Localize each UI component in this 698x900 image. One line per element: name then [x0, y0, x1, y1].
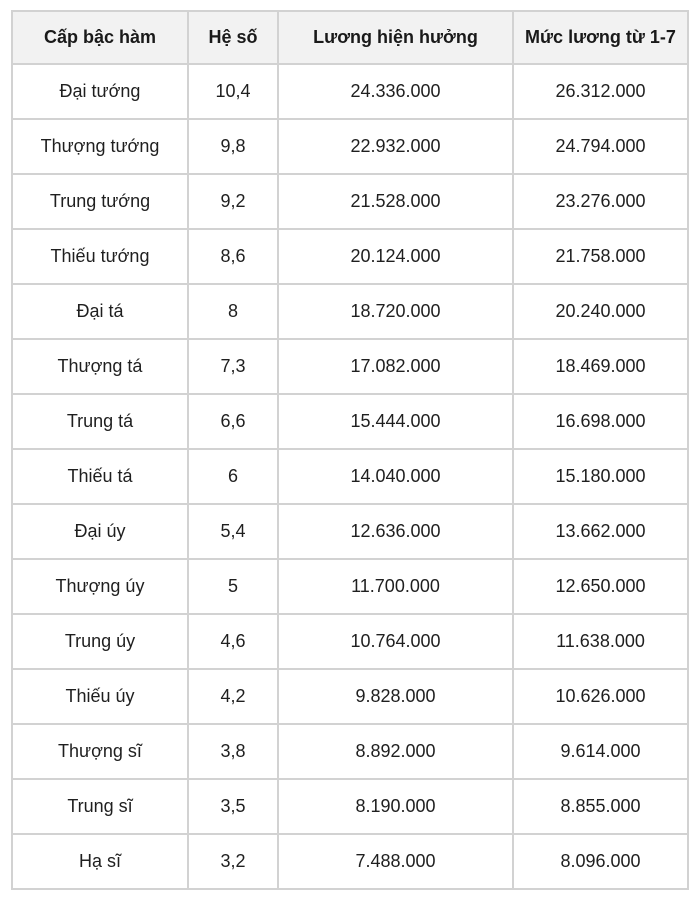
salary-from-july-cell: 13.662.000 [513, 504, 688, 559]
table-row [12, 174, 688, 229]
table-row [12, 339, 688, 394]
rank-cell: Đại tướng [12, 64, 188, 119]
current-salary-cell: 10.764.000 [278, 614, 513, 669]
salary-from-july-cell: 9.614.000 [513, 724, 688, 779]
current-salary-cell: 20.124.000 [278, 229, 513, 284]
coefficient-cell: 6 [188, 449, 278, 504]
rank-cell: Thiếu tướng [12, 229, 188, 284]
current-salary-cell: 12.636.000 [278, 504, 513, 559]
rank-cell: Thiếu tá [12, 449, 188, 504]
current-salary-cell: 9.828.000 [278, 669, 513, 724]
salary-from-july-cell: 8.096.000 [513, 834, 688, 889]
table-row [12, 834, 688, 889]
header-current-salary: Lương hiện hưởng [278, 11, 513, 64]
rank-cell: Trung tá [12, 394, 188, 449]
table-row [12, 394, 688, 449]
table-row [12, 449, 688, 504]
rank-cell: Thiếu úy [12, 669, 188, 724]
table-row [12, 229, 688, 284]
table-row [12, 724, 688, 779]
rank-cell: Đại tá [12, 284, 188, 339]
salary-from-july-cell: 11.638.000 [513, 614, 688, 669]
current-salary-cell: 8.892.000 [278, 724, 513, 779]
current-salary-cell: 21.528.000 [278, 174, 513, 229]
table-row [12, 779, 688, 834]
coefficient-cell: 3,2 [188, 834, 278, 889]
salary-from-july-cell: 8.855.000 [513, 779, 688, 834]
salary-from-july-cell: 24.794.000 [513, 119, 688, 174]
current-salary-cell: 18.720.000 [278, 284, 513, 339]
rank-cell: Thượng tướng [12, 119, 188, 174]
rank-cell: Hạ sĩ [12, 834, 188, 889]
salary-from-july-cell: 18.469.000 [513, 339, 688, 394]
salary-from-july-cell: 12.650.000 [513, 559, 688, 614]
current-salary-cell: 11.700.000 [278, 559, 513, 614]
rank-cell: Trung úy [12, 614, 188, 669]
current-salary-cell: 15.444.000 [278, 394, 513, 449]
header-coefficient: Hệ số [188, 11, 278, 64]
salary-from-july-cell: 15.180.000 [513, 449, 688, 504]
table-row [12, 559, 688, 614]
salary-from-july-cell: 26.312.000 [513, 64, 688, 119]
salary-from-july-cell: 10.626.000 [513, 669, 688, 724]
coefficient-cell: 7,3 [188, 339, 278, 394]
current-salary-cell: 22.932.000 [278, 119, 513, 174]
coefficient-cell: 9,2 [188, 174, 278, 229]
salary-from-july-cell: 16.698.000 [513, 394, 688, 449]
header-rank: Cấp bậc hàm [12, 11, 188, 64]
table-header-row [12, 11, 688, 64]
table-row [12, 504, 688, 559]
current-salary-cell: 14.040.000 [278, 449, 513, 504]
table-row [12, 119, 688, 174]
current-salary-cell: 17.082.000 [278, 339, 513, 394]
current-salary-cell: 24.336.000 [278, 64, 513, 119]
rank-cell: Thượng úy [12, 559, 188, 614]
table-body [12, 64, 688, 889]
table-row [12, 614, 688, 669]
coefficient-cell: 10,4 [188, 64, 278, 119]
current-salary-cell: 8.190.000 [278, 779, 513, 834]
table-row [12, 64, 688, 119]
coefficient-cell: 4,2 [188, 669, 278, 724]
coefficient-cell: 5,4 [188, 504, 278, 559]
coefficient-cell: 3,5 [188, 779, 278, 834]
coefficient-cell: 6,6 [188, 394, 278, 449]
rank-cell: Thượng tá [12, 339, 188, 394]
coefficient-cell: 9,8 [188, 119, 278, 174]
coefficient-cell: 8,6 [188, 229, 278, 284]
salary-from-july-cell: 20.240.000 [513, 284, 688, 339]
table-row [12, 284, 688, 339]
salary-from-july-cell: 21.758.000 [513, 229, 688, 284]
coefficient-cell: 8 [188, 284, 278, 339]
rank-cell: Thượng sĩ [12, 724, 188, 779]
rank-cell: Đại úy [12, 504, 188, 559]
salary-from-july-cell: 23.276.000 [513, 174, 688, 229]
current-salary-cell: 7.488.000 [278, 834, 513, 889]
coefficient-cell: 4,6 [188, 614, 278, 669]
rank-cell: Trung tướng [12, 174, 188, 229]
header-salary-from-july: Mức lương từ 1-7 [513, 11, 688, 64]
coefficient-cell: 5 [188, 559, 278, 614]
coefficient-cell: 3,8 [188, 724, 278, 779]
table-row [12, 669, 688, 724]
salary-table [11, 10, 689, 890]
rank-cell: Trung sĩ [12, 779, 188, 834]
